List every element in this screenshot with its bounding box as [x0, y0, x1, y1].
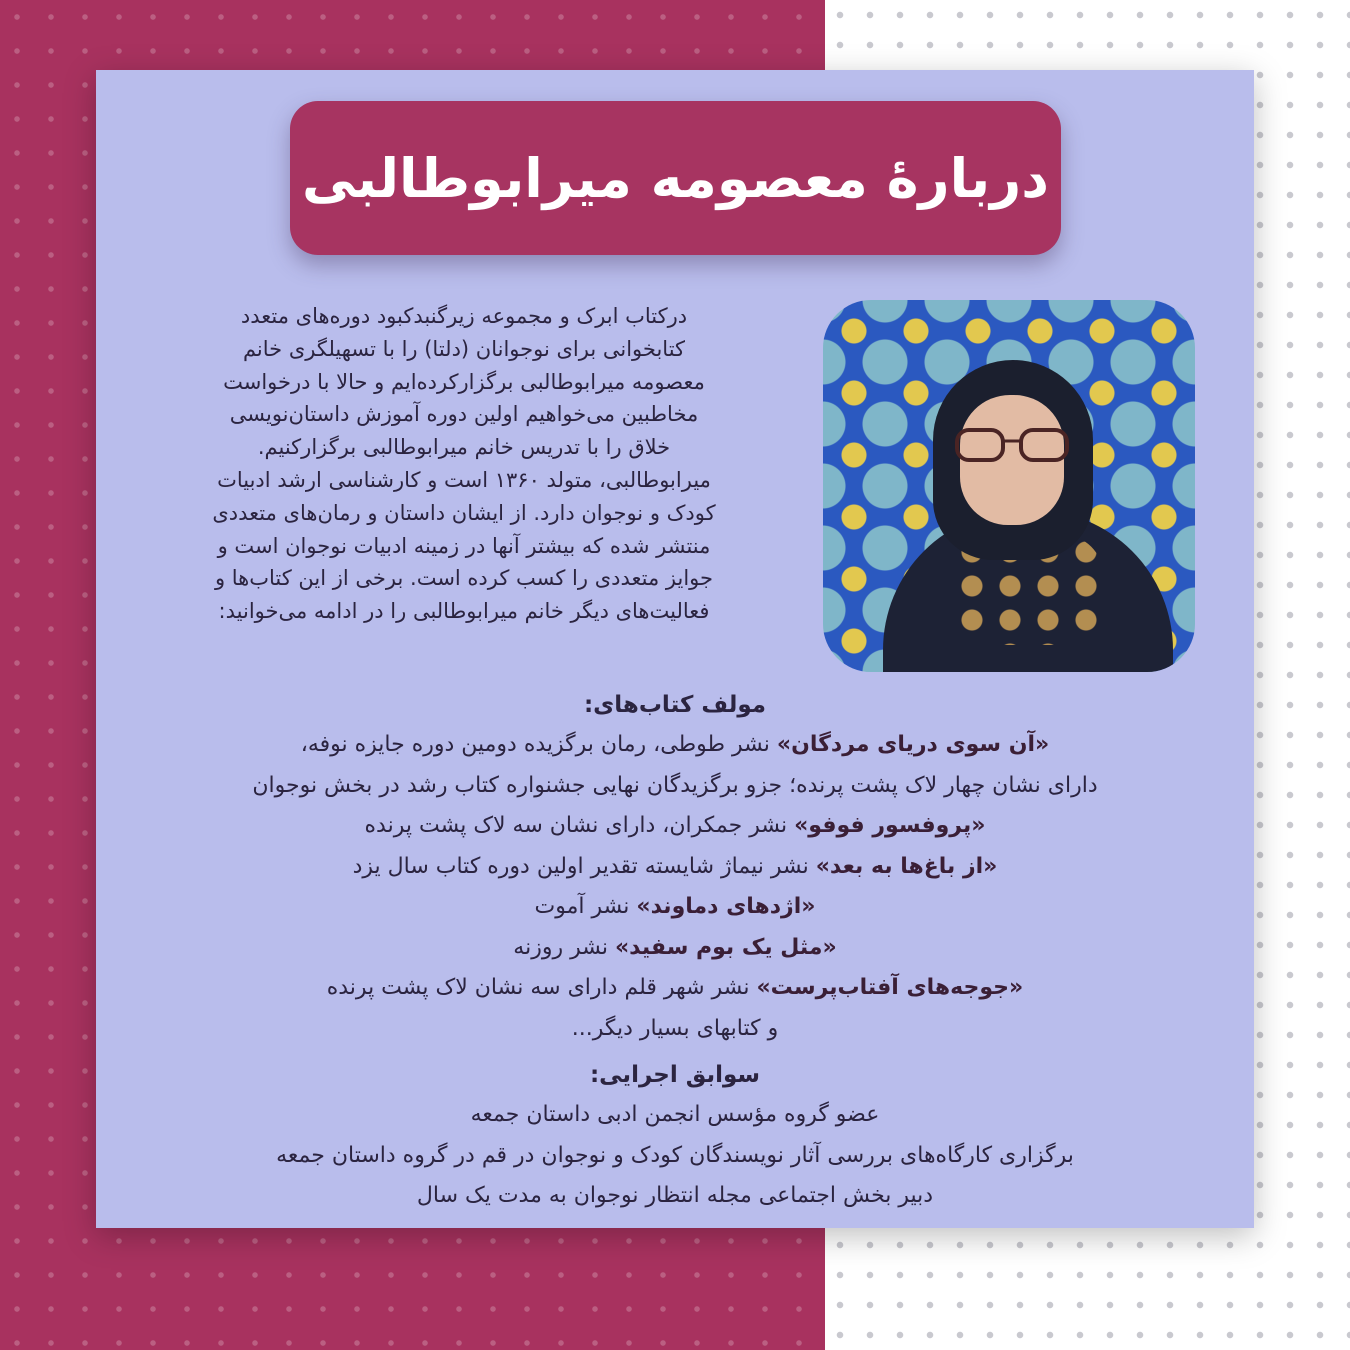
intro-line: فعالیت‌های دیگر خانم میرابوطالبی را در ادامه می‌خوانید:: [218, 599, 710, 624]
title-banner: [290, 101, 1061, 255]
executive-item: دبیر بخش اجتماعی مجله انتظار نوجوان به مدت یک سال: [416, 1183, 934, 1208]
intro-line: خلاق را با تدریس خانم میرابوطالبی برگزارکنیم.: [257, 435, 671, 460]
books-section: [116, 685, 1234, 1049]
book-desc: نشر روزنه: [513, 934, 615, 960]
book-item: [116, 725, 1234, 766]
intro-line: منتشر شده که بیشتر آنها در زمینه ادبیات نوجوان است و: [217, 533, 711, 558]
intro-line: درکتاب ابرک و مجموعه زیرگنبدکبود دوره‌های متعدد: [240, 304, 688, 328]
book-desc: نشر آموت: [534, 894, 637, 919]
book-desc: نشر نیماژ شایسته تقدیر اولین دوره کتاب سال یزد: [352, 853, 816, 879]
book-item: [116, 766, 1234, 807]
intro-line: جوایز متعددی را کسب کرده است. برخی از این کتاب‌ها و: [214, 566, 714, 591]
book-desc: نشر طوطی، رمان برگزیده دومین دوره جایزه نوفه،: [300, 732, 777, 757]
executive-item: عضو گروه مؤسس انجمن ادبی داستان جمعه: [470, 1102, 880, 1127]
intro-line: میرابوطالبی، متولد ۱۳۶۰ است و کارشناسی ارشد ادبیات: [217, 467, 711, 492]
book-title: «آن سوی دریای مردگان»: [776, 732, 1050, 757]
intro-line: کتابخوانی برای نوجوانان (دلتا) را با تسهیلگری خانم: [242, 336, 686, 361]
executive-item: برگزاری کارگاه‌های بررسی آثار نویسندگان کودک و نوجوان در قم در گروه داستان جمعه: [276, 1142, 1074, 1168]
book-item: [116, 968, 1234, 1009]
book-item: [116, 1009, 1234, 1050]
book-item: [116, 887, 1234, 928]
intro-line: معصومه میرابوطالبی برگزارکرده‌ایم و حالا با درخواست: [223, 369, 705, 394]
book-title: «پروفسور فوفو»: [794, 813, 986, 838]
executive-heading: سوابق اجرایی:: [589, 1062, 761, 1088]
book-item: [116, 847, 1234, 888]
author-photo: [823, 300, 1195, 672]
book-item: [116, 806, 1234, 847]
info-card: [96, 70, 1254, 1228]
book-title: «جوجه‌های آفتاب‌پرست»: [756, 975, 1024, 1000]
book-desc: دارای نشان چهار لاک پشت پرنده؛ جزو برگزیدگان نهایی جشنواره کتاب رشد در بخش نوجوان: [252, 772, 1098, 798]
book-title: «مثل یک بوم سفید»: [614, 934, 837, 960]
book-title: «اژدهای دماوند»: [636, 894, 816, 919]
page-title: دربارهٔ معصومه میرابوطالبی: [302, 146, 1049, 210]
book-desc: نشر شهر قلم دارای سه نشان لاک پشت پرنده: [326, 975, 757, 1000]
intro-paragraph: [134, 300, 794, 628]
book-item: [116, 928, 1234, 969]
intro-line: مخاطبین می‌خواهیم اولین دوره آموزش داستان‌نویسی: [229, 402, 699, 427]
books-heading: مولف کتاب‌های:: [583, 692, 767, 718]
executive-section: [116, 1055, 1234, 1217]
intro-line: کودک و نوجوان دارد. از ایشان داستان و رمان‌های متعددی: [212, 500, 716, 525]
book-title: «از باغ‌ها به بعد»: [815, 853, 998, 879]
book-desc: و کتابهای بسیار دیگر...: [571, 1015, 779, 1041]
photo-glasses: [953, 427, 1071, 463]
book-desc: نشر جمکران، دارای نشان سه لاک پشت پرنده: [364, 813, 795, 838]
